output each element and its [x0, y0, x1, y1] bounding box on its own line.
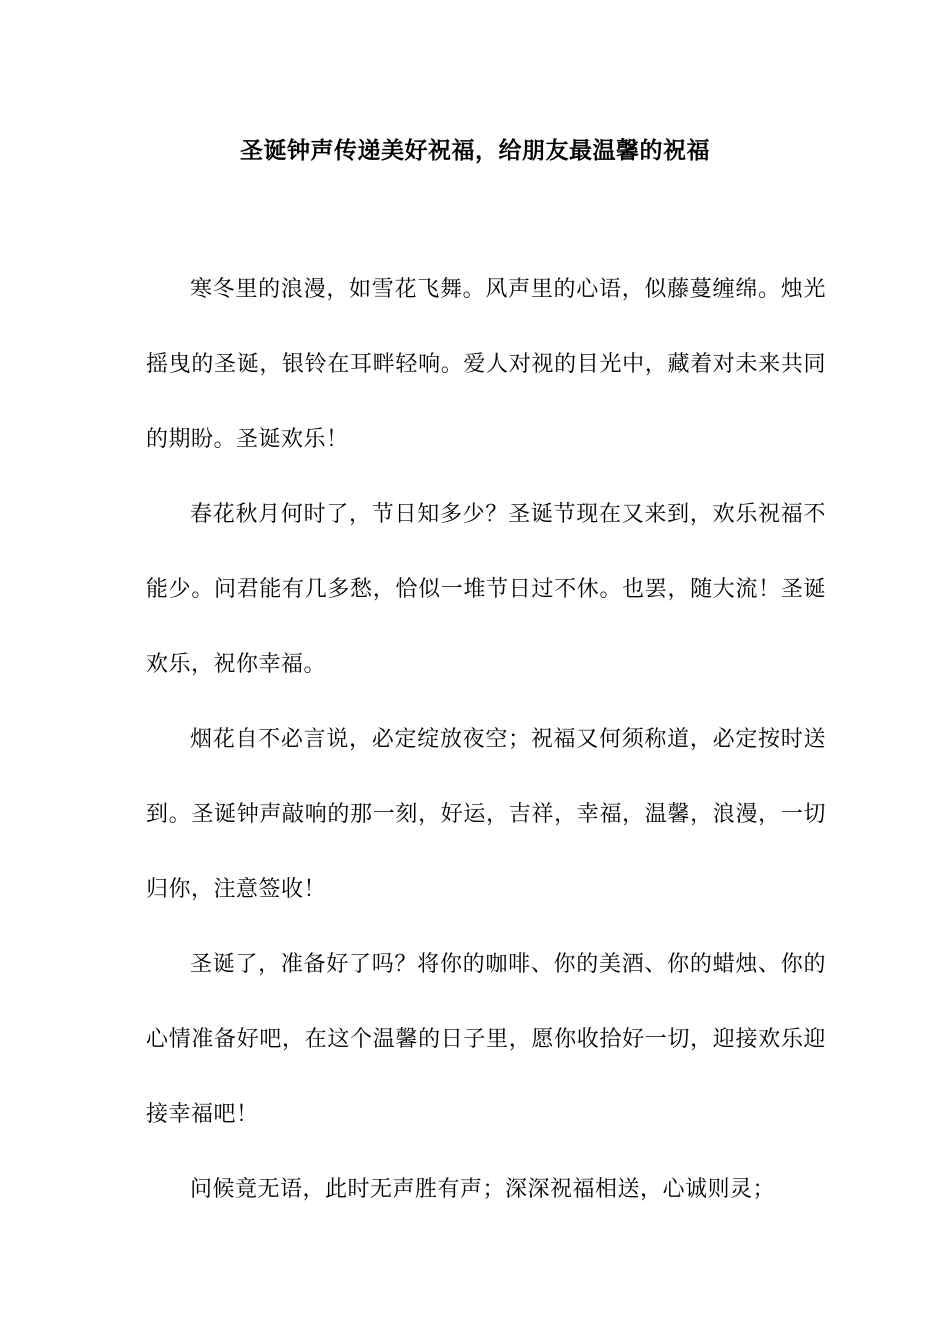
paragraph-4: 圣诞了，准备好了吗？将你的咖啡、你的美酒、你的蜡烛、你的心情准备好吧，在这个温馨的日子里，愿你收拾好一切，迎接欢乐迎接幸福吧！: [146, 952, 826, 1127]
paragraph-1: 寒冬里的浪漫，如雪花飞舞。风声里的心语，似藤蔓缠绵。烛光摇曳的圣诞，银铃在耳畔轻响。爱人对视的目光中，藏着对未来共同的期盼。圣诞欢乐！: [146, 277, 826, 452]
paragraph-2: 春花秋月何时了，节日知多少？圣诞节现在又来到，欢乐祝福不能少。问君能有几多愁，恰似一堆节日过不休。也罢，随大流！圣诞欢乐，祝你幸福。: [146, 502, 826, 677]
document-title: 圣诞钟声传递美好祝福，给朋友最温馨的祝福: [240, 137, 710, 164]
document-body: [146, 252, 826, 1227]
paragraph-5: 问候竟无语，此时无声胜有声；深深祝福相送，心诚则灵；: [190, 1177, 776, 1202]
paragraph-3: 烟花自不必言说，必定绽放夜空；祝福又何须称道，必定按时送到。圣诞钟声敲响的那一刻，好运，吉祥，幸福，温馨，浪漫，一切归你，注意签收！: [146, 727, 826, 902]
